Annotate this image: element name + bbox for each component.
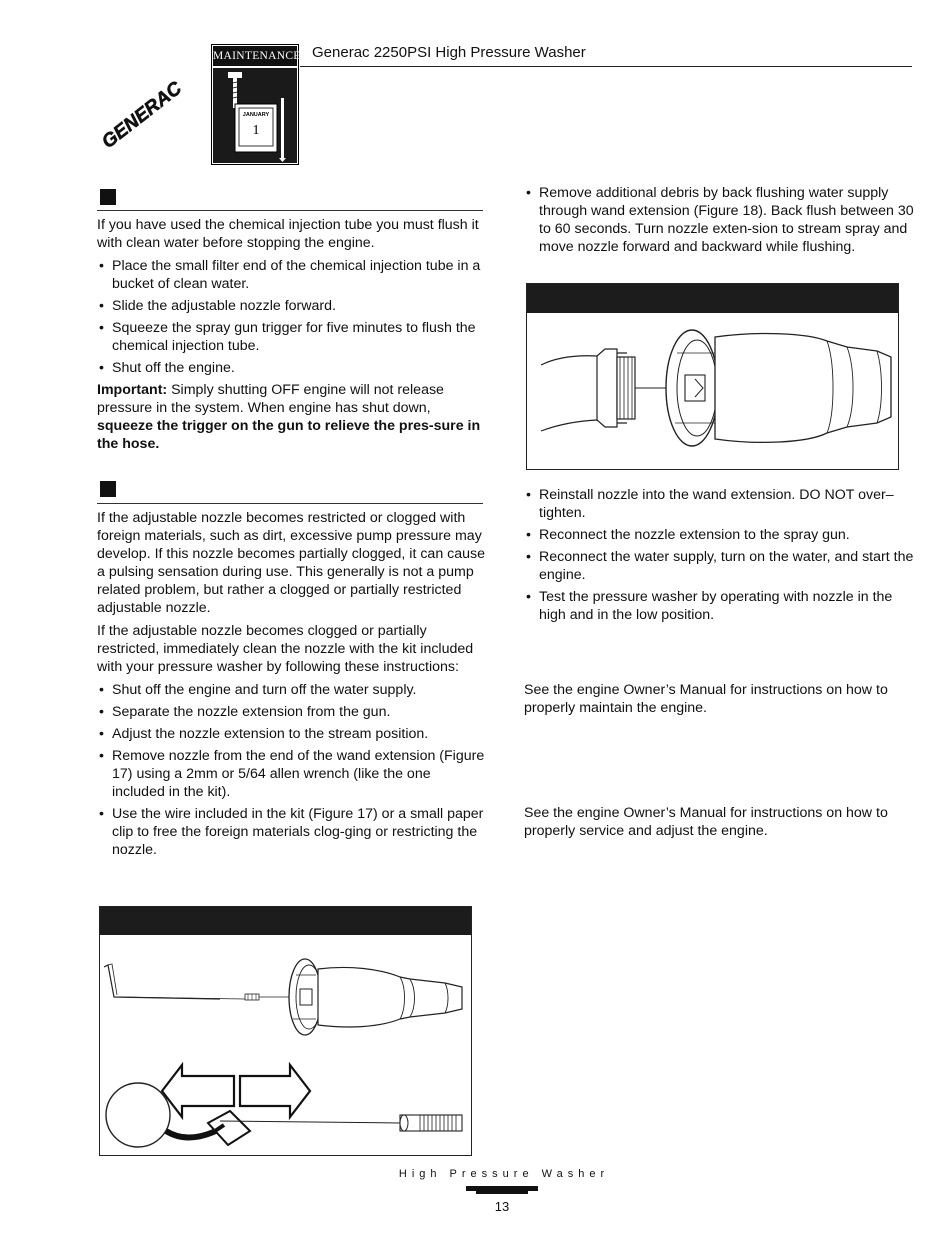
maintenance-icon bbox=[211, 44, 299, 165]
important-note bbox=[97, 381, 487, 453]
back-flush-illustration bbox=[527, 313, 898, 468]
chemical-flush-intro: If you have used the chemical injection tube you must flush it with clean water before stopping the engine. bbox=[97, 217, 479, 251]
nozzle-paragraph-2: If the adjustable nozzle becomes clogged or partially restricted, immediately clean the nozzle with the kit included with your pressure washer by following these instructions: bbox=[97, 623, 474, 675]
nozzle-cleaning-steps bbox=[97, 681, 487, 859]
figure-18 bbox=[526, 283, 899, 470]
page-number: 13 bbox=[494, 1199, 510, 1214]
section-rule-2 bbox=[97, 503, 483, 504]
list-item: • Reinstall nozzle into the wand extension. DO NOT over–tighten. bbox=[524, 486, 916, 522]
list-item: • Test the pressure washer by operating with nozzle in the high and in the low position. bbox=[524, 588, 916, 624]
section-marker-2 bbox=[100, 481, 116, 497]
list-item: • Use the wire included in the kit (Figure 17) or a small paper clip to free the foreign materials clog-ging or restricting the nozzle. bbox=[97, 805, 487, 859]
chemical-flush-steps bbox=[97, 257, 487, 377]
footer-bar-lower bbox=[476, 1191, 528, 1194]
engine-maintenance-text: See the engine Owner’s Manual for instructions on how to properly maintain the engine. bbox=[524, 682, 888, 716]
footer-title: High Pressure Washer bbox=[398, 1168, 610, 1180]
list-item: • Separate the nozzle extension from the gun. bbox=[97, 703, 487, 721]
list-item: • Adjust the nozzle extension to the stream position. bbox=[97, 725, 487, 743]
header-rule bbox=[300, 66, 912, 67]
section-nozzle-cleaning bbox=[97, 509, 487, 863]
list-item: • Place the small filter end of the chemical injection tube in a bucket of clean water. bbox=[97, 257, 487, 293]
list-item: • Shut off the engine. bbox=[97, 359, 487, 377]
calendar-wrench-icon bbox=[213, 68, 297, 163]
maintenance-icon-label: MAINTENANCE bbox=[213, 46, 297, 66]
important-label: Important: bbox=[97, 382, 168, 398]
figure-17-caption-bar bbox=[100, 907, 471, 935]
back-flush-steps bbox=[524, 184, 914, 256]
list-item: • Remove nozzle from the end of the wand extension (Figure 17) using a 2mm or 5/64 allen wrench (like the one included in the kit). bbox=[97, 747, 487, 801]
svg-text:JANUARY: JANUARY bbox=[242, 112, 270, 118]
list-item: • Squeeze the spray gun trigger for five minutes to flush the chemical injection tube. bbox=[97, 319, 487, 355]
figure-17 bbox=[99, 906, 472, 1156]
section-chemical-flush bbox=[97, 216, 487, 458]
list-item: • Slide the adjustable nozzle forward. bbox=[97, 297, 487, 315]
list-item: • Shut off the engine and turn off the water supply. bbox=[97, 681, 487, 699]
list-item: • Reconnect the nozzle extension to the spray gun. bbox=[524, 526, 916, 544]
reassemble-steps bbox=[524, 486, 916, 624]
engine-maintenance-note bbox=[524, 681, 904, 722]
section-rule-1 bbox=[97, 210, 483, 211]
list-item: • Reconnect the water supply, turn on the water, and start the engine. bbox=[524, 548, 916, 584]
document-header-title: Generac 2250PSI High Pressure Washer bbox=[312, 44, 586, 61]
generac-logo bbox=[100, 45, 210, 155]
engine-service-note bbox=[524, 804, 904, 845]
section-reassemble bbox=[524, 486, 916, 628]
section-back-flush bbox=[524, 184, 914, 260]
nozzle-paragraph-1: If the adjustable nozzle becomes restricted or clogged with foreign materials, such as dirt, excessive pump pressure may develop. If this nozzle becomes partially clogged, it can cause a pulsing sensation during use. This generally is not a pump related problem, but rather a clogged or partially restricted adjustable nozzle. bbox=[97, 510, 486, 616]
list-item: • Remove additional debris by back flushing water supply through wand extension (Figure 18). Back flush between 30 to 60 seconds. Turn nozzle exten-sion to stream spray and move nozzle forward and backward while flushing. bbox=[524, 184, 914, 256]
important-bold-text: squeeze the trigger on the gun to relieve the pres-sure in the hose. bbox=[97, 418, 481, 452]
svg-text:1: 1 bbox=[252, 123, 260, 138]
section-marker-1 bbox=[100, 189, 116, 205]
figure-18-caption-bar bbox=[527, 284, 898, 313]
engine-service-text: See the engine Owner’s Manual for instructions on how to properly service and adjust the engine. bbox=[524, 805, 888, 839]
svg-text:GENERAC: GENERAC bbox=[100, 77, 186, 153]
important-text: Simply shutting OFF engine will not release pressure in the system. When engine has shut down, bbox=[97, 382, 444, 416]
nozzle-cleaning-illustration bbox=[100, 935, 471, 1154]
